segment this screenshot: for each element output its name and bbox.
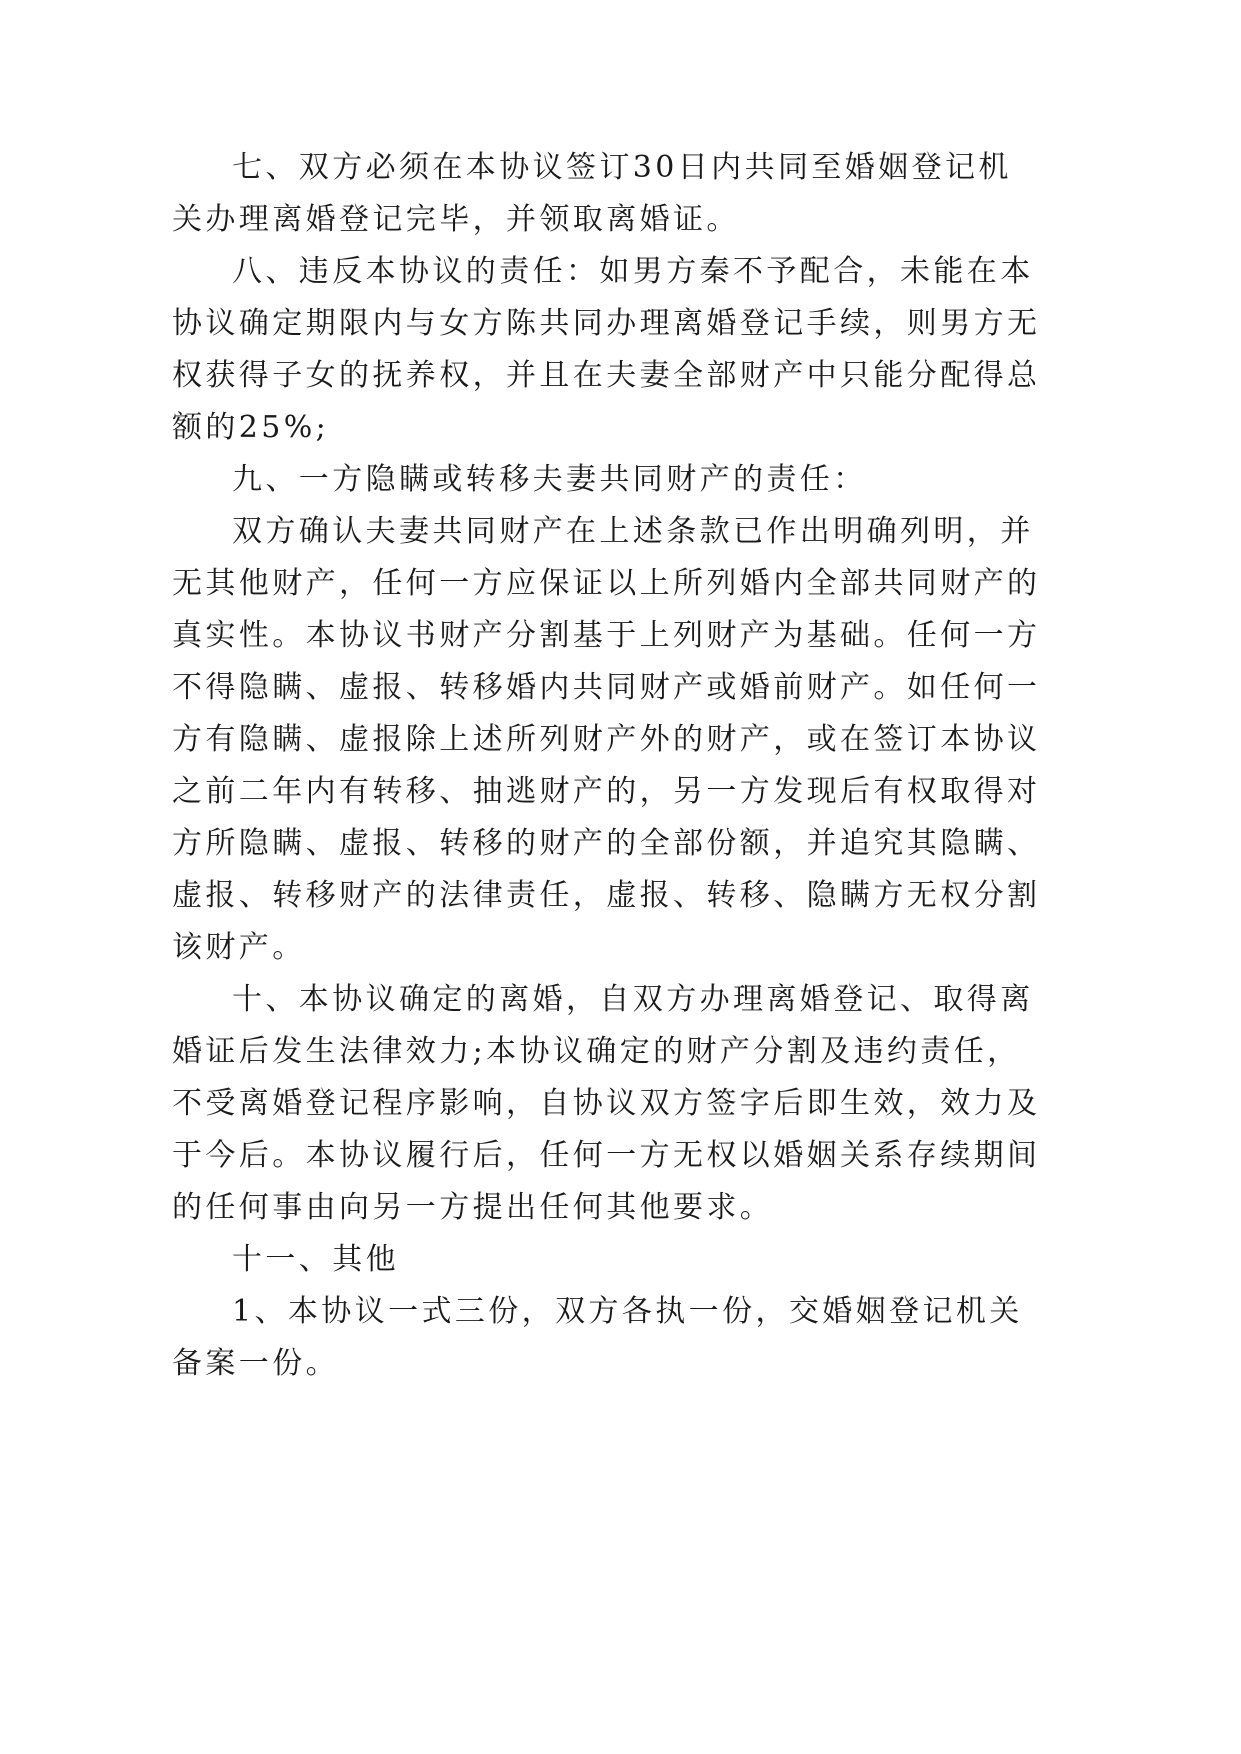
text-line: 不得隐瞒、虚报、转移婚内共同财产或婚前财产。如任何一 (172, 670, 1041, 705)
text-line: 的任何事由向另一方提出任何其他要求。 (172, 1190, 774, 1225)
text-line: 双方确认夫妻共同财产在上述条款已作出明确列明，并 (232, 514, 1034, 549)
text-line: 无其他财产，任何一方应保证以上所列婚内全部共同财产的 (172, 566, 1041, 601)
text-line: 方有隐瞒、虚报除上述所列财产外的财产，或在签订本协议 (172, 722, 1041, 757)
text-line: 于今后。本协议履行后，任何一方无权以婚姻关系存续期间 (172, 1138, 1041, 1173)
text-line: 1、本协议一式三份，双方各执一份，交婚姻登记机关 (232, 1294, 1023, 1329)
text-line: 方所隐瞒、虚报、转移的财产的全部份额，并追究其隐瞒、 (172, 826, 1041, 861)
text-line: 之前二年内有转移、抽逃财产的，另一方发现后有权取得对 (172, 774, 1041, 809)
text-line: 十、本协议确定的离婚，自双方办理离婚登记、取得离 (232, 982, 1034, 1017)
text-line: 关办理离婚登记完毕，并领取离婚证。 (172, 202, 740, 237)
text-line: 十一、其他 (232, 1242, 399, 1277)
text-line: 不受离婚登记程序影响，自协议双方签字后即生效，效力及 (172, 1086, 1041, 1121)
text-line: 备案一份。 (172, 1346, 339, 1381)
text-line: 权获得子女的抚养权，并且在夫妻全部财产中只能分配得总 (172, 358, 1041, 393)
text-line: 协议确定期限内与女方陈共同办理离婚登记手续，则男方无 (172, 306, 1041, 341)
text-line: 八、违反本协议的责任：如男方秦不予配合，未能在本 (232, 254, 1034, 289)
text-line: 七、双方必须在本协议签订30日内共同至婚姻登记机 (232, 150, 1012, 185)
text-line: 婚证后发生法律效力;本协议确定的财产分割及违约责任， (172, 1034, 1021, 1069)
text-line: 该财产。 (172, 930, 306, 965)
text-line: 九、一方隐瞒或转移夫妻共同财产的责任： (232, 462, 867, 497)
text-line: 虚报、转移财产的法律责任，虚报、转移、隐瞒方无权分割 (172, 878, 1041, 913)
text-line: 真实性。本协议书财产分割基于上列财产为基础。任何一方 (172, 618, 1041, 653)
text-line: 额的25%; (172, 410, 330, 445)
